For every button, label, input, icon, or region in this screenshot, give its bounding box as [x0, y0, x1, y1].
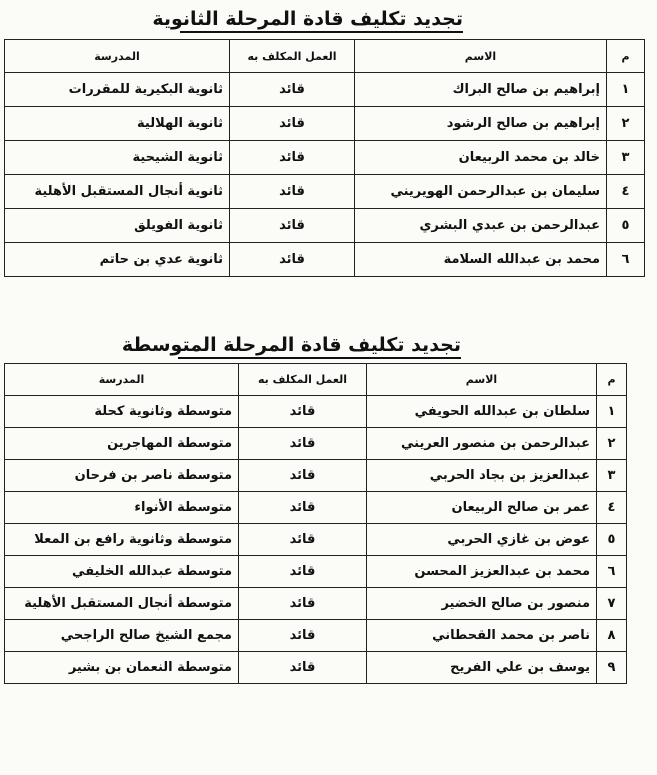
row-number: ٧	[597, 588, 627, 620]
row-role: قائد	[239, 588, 367, 620]
row-school: متوسطة أنجال المستقبل الأهلية	[5, 588, 239, 620]
table-row	[5, 243, 645, 277]
row-role: قائد	[239, 652, 367, 684]
row-name: عبدالعزيز بن بجاد الحربي	[367, 460, 597, 492]
row-name: منصور بن صالح الخضير	[367, 588, 597, 620]
header-role: العمل المكلف به	[239, 364, 367, 396]
header-school: المدرسة	[5, 364, 239, 396]
row-number: ٥	[597, 524, 627, 556]
row-number: ١	[607, 73, 645, 107]
secondary-section-title: تجديد تكليف قادة المرحلة الثانوية	[180, 8, 463, 33]
table-row	[5, 620, 627, 652]
row-number: ٤	[597, 492, 627, 524]
row-number: ١	[597, 396, 627, 428]
table-row	[5, 209, 645, 243]
row-name: محمد بن عبدالله السلامة	[355, 243, 607, 277]
row-number: ٩	[597, 652, 627, 684]
row-school: متوسطة النعمان بن بشير	[5, 652, 239, 684]
row-number: ٦	[597, 556, 627, 588]
table-row	[5, 556, 627, 588]
row-number: ٦	[607, 243, 645, 277]
middle-section-title: تجديد تكليف قادة المرحلة المتوسطة	[178, 334, 461, 359]
table-row	[5, 428, 627, 460]
table-row	[5, 107, 645, 141]
table-row	[5, 73, 645, 107]
table-row	[5, 524, 627, 556]
row-school: متوسطة الأنواء	[5, 492, 239, 524]
row-number: ٤	[607, 175, 645, 209]
table-row	[5, 141, 645, 175]
row-school: متوسطة المهاجرين	[5, 428, 239, 460]
middle-leaders-table	[4, 363, 627, 684]
row-name: عبدالرحمن بن منصور العريني	[367, 428, 597, 460]
header-num: م	[607, 40, 645, 73]
table-row	[5, 396, 627, 428]
header-school: المدرسة	[5, 40, 230, 73]
row-number: ٢	[597, 428, 627, 460]
row-role: قائد	[239, 620, 367, 652]
row-role: قائد	[239, 460, 367, 492]
row-name: إبراهيم بن صالح الرشود	[355, 107, 607, 141]
table-row	[5, 175, 645, 209]
row-name: عمر بن صالح الربيعان	[367, 492, 597, 524]
row-number: ٣	[597, 460, 627, 492]
row-role: قائد	[230, 209, 355, 243]
table-header-row	[5, 40, 645, 73]
row-school: ثانوية الفويلق	[5, 209, 230, 243]
header-num: م	[597, 364, 627, 396]
row-number: ٥	[607, 209, 645, 243]
row-role: قائد	[239, 524, 367, 556]
row-name: خالد بن محمد الربيعان	[355, 141, 607, 175]
table-row	[5, 460, 627, 492]
row-name: إبراهيم بن صالح البراك	[355, 73, 607, 107]
row-school: ثانوية أنجال المستقبل الأهلية	[5, 175, 230, 209]
row-role: قائد	[230, 73, 355, 107]
row-name: يوسف بن علي الفريح	[367, 652, 597, 684]
table-row	[5, 492, 627, 524]
table-row	[5, 588, 627, 620]
row-school: متوسطة ناصر بن فرحان	[5, 460, 239, 492]
row-name: محمد بن عبدالعزيز المحسن	[367, 556, 597, 588]
row-role: قائد	[239, 492, 367, 524]
row-role: قائد	[230, 141, 355, 175]
header-name: الاسم	[355, 40, 607, 73]
row-role: قائد	[230, 243, 355, 277]
row-school: متوسطة وثانوية كحلة	[5, 396, 239, 428]
row-school: ثانوية الشيحية	[5, 141, 230, 175]
header-role: العمل المكلف به	[230, 40, 355, 73]
row-school: ثانوية عدي بن حاتم	[5, 243, 230, 277]
row-role: قائد	[239, 428, 367, 460]
row-school: ثانوية الهلالية	[5, 107, 230, 141]
row-role: قائد	[230, 175, 355, 209]
row-name: ناصر بن محمد القحطاني	[367, 620, 597, 652]
row-number: ٢	[607, 107, 645, 141]
row-number: ٨	[597, 620, 627, 652]
row-name: سليمان بن عبدالرحمن الهويريني	[355, 175, 607, 209]
secondary-leaders-table	[4, 39, 645, 277]
table-header-row	[5, 364, 627, 396]
row-number: ٣	[607, 141, 645, 175]
row-role: قائد	[239, 396, 367, 428]
row-role: قائد	[230, 107, 355, 141]
row-school: متوسطة وثانوية رافع بن المعلا	[5, 524, 239, 556]
row-name: عبدالرحمن بن عبدي البشري	[355, 209, 607, 243]
row-school: متوسطة عبدالله الخليفي	[5, 556, 239, 588]
row-role: قائد	[239, 556, 367, 588]
header-name: الاسم	[367, 364, 597, 396]
row-school: ثانوية البكيرية للمقررات	[5, 73, 230, 107]
row-name: سلطان بن عبدالله الحويفي	[367, 396, 597, 428]
row-name: عوض بن غازي الحربي	[367, 524, 597, 556]
table-row	[5, 652, 627, 684]
row-school: مجمع الشيخ صالح الراجحي	[5, 620, 239, 652]
